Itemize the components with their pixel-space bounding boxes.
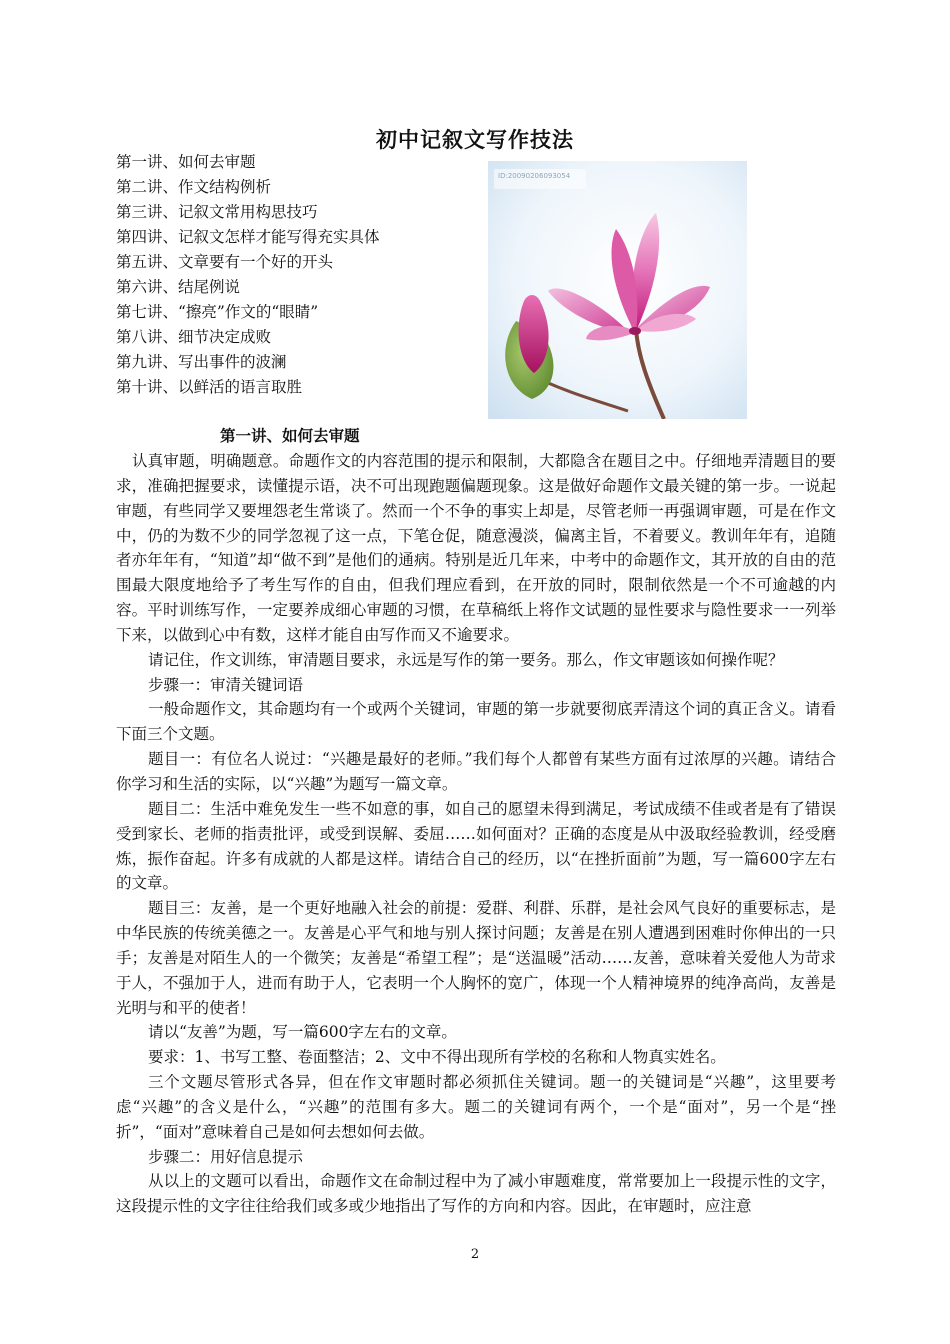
section-title: 第一讲、如何去审题 bbox=[220, 426, 360, 445]
toc-item[interactable]: 第四讲、记叙文怎样才能写得充实具体 bbox=[116, 228, 380, 246]
toc-item[interactable]: 第二讲、作文结构例析 bbox=[116, 178, 272, 196]
paragraph: 请记住，作文训练，审清题目要求，永远是写作的第一要务。那么，作文审题该如何操作呢？ bbox=[148, 650, 784, 669]
paragraph: 题目三：友善，是一个更好地融入社会的前提：爱群、利群、乐群，是社会风气良好的重要标志，是中华民族的传统美德之一。友善是心平气和地与别人探讨问题；友善是在别人遭遇到困难时你伸出的一只手；友善是对陌生人的一个微笑；友善是“希望工程”；是“送温暖”活动……友善，意味着关爱他人为苛求于人，不强加于人，进而有助于人，它表明一个人胸怀的宽广，体现一个人精神境界的纯净高尚，友善是光明与和平的使者！ bbox=[116, 899, 836, 1017]
paragraph: 题目一：有位名人说过：“兴趣是最好的老师。”我们每个人都曾有某些方面有过浓厚的兴趣。请结合你学习和生活的实际，以“兴趣”为题写一篇文章。 bbox=[116, 750, 836, 793]
toc-item[interactable]: 第九讲、写出事件的波澜 bbox=[116, 353, 287, 371]
paragraph: 三个文题尽管形式各异，但在作文审题时都必须抓住关键词。题一的关键词是“兴趣”，这里要考虑“兴趣”的含义是什么，“兴趣”的范围有多大。题二的关键词有两个，一个是“面对”，另一个是“挫折”，“面对”意味着自己是如何去想如何去做。 bbox=[116, 1073, 836, 1141]
page-number: 2 bbox=[470, 1247, 480, 1262]
toc-item[interactable]: 第八讲、细节决定成败 bbox=[116, 328, 272, 346]
toc-item[interactable]: 第十讲、以鲜活的语言取胜 bbox=[116, 378, 303, 396]
document-title: 初中记叙文写作技法 bbox=[376, 127, 574, 152]
paragraph: 一般命题作文，其命题均有一个或两个关键词，审题的第一步就要彻底弄清这个词的真正含义。请看下面三个文题。 bbox=[116, 700, 836, 744]
paragraph: 从以上的文题可以看出，命题作文在命制过程中为了减小审题难度，常常要加上一段提示性的文字，这段提示性的文字往往给我们或多或少地指出了写作的方向和内容。因此，在审题时，应注意 bbox=[116, 1172, 836, 1216]
body-text bbox=[116, 449, 836, 1219]
toc-item[interactable]: 第七讲、“擦亮”作文的“眼睛” bbox=[116, 303, 319, 321]
table-of-contents bbox=[116, 150, 476, 400]
step-heading: 步骤一：审清关键词语 bbox=[148, 675, 304, 694]
paragraph: 请以“友善”为题，写一篇600字左右的文章。 bbox=[148, 1023, 457, 1042]
paragraph: 认真审题，明确题意。命题作文的内容范围的提示和限制，大都隐含在题目之中。仔细地弄清题目的要求，准确把握要求，读懂提示语，决不可出现跑题偏题现象。这是做好命题作文最关键的第一步。一说起审题，有些同学又要埋怨老生常谈了。然而一个不争的事实上却是，尽管老师一再强调审题，可是在作文中，仍的为数不少的同学忽视了这一点，下笔仓促，随意漫淡，偏离主旨，不着要义。教训年年有，追随者亦年年有，“知道”却“做不到”是他们的通病。特别是近几年来，中考中的命题作文，其开放的自由的范围最大限度地给予了考生写作的自由，但我们理应看到，在开放的同时，限制依然是一个不可逾越的内容。平时训练写作，一定要养成细心审题的习惯，在草稿纸上将作文试题的显性要求与隐性要求一一列举下来，以做到心中有数，这样才能自由写作而又不逾要求。 bbox=[116, 452, 836, 644]
toc-item[interactable]: 第三讲、记叙文常用构思技巧 bbox=[116, 203, 318, 221]
toc-item[interactable]: 第五讲、文章要有一个好的开头 bbox=[116, 253, 334, 271]
paragraph: 要求：1、书写工整、卷面整洁；2、文中不得出现所有学校的名称和人物真实姓名。 bbox=[148, 1048, 726, 1067]
toc-item[interactable]: 第一讲、如何去审题 bbox=[116, 153, 256, 171]
paragraph: 题目二：生活中难免发生一些不如意的事，如自己的愿望未得到满足，考试成绩不佳或者是有了错误受到家长、老师的指责批评，或受到误解、委屈……如何面对？正确的态度是从中汲取经验教训，经受磨炼，振作奋起。许多有成就的人都是这样。请结合自己的经历，以“在挫折面前”为题，写一篇600字左右的文章。 bbox=[116, 799, 836, 893]
watermark-text: ID:20090206093054 bbox=[498, 172, 571, 180]
magnolia-flower-illustration bbox=[488, 161, 747, 419]
step-heading: 步骤二：用好信息提示 bbox=[148, 1147, 304, 1166]
toc-item[interactable]: 第六讲、结尾例说 bbox=[116, 278, 241, 296]
